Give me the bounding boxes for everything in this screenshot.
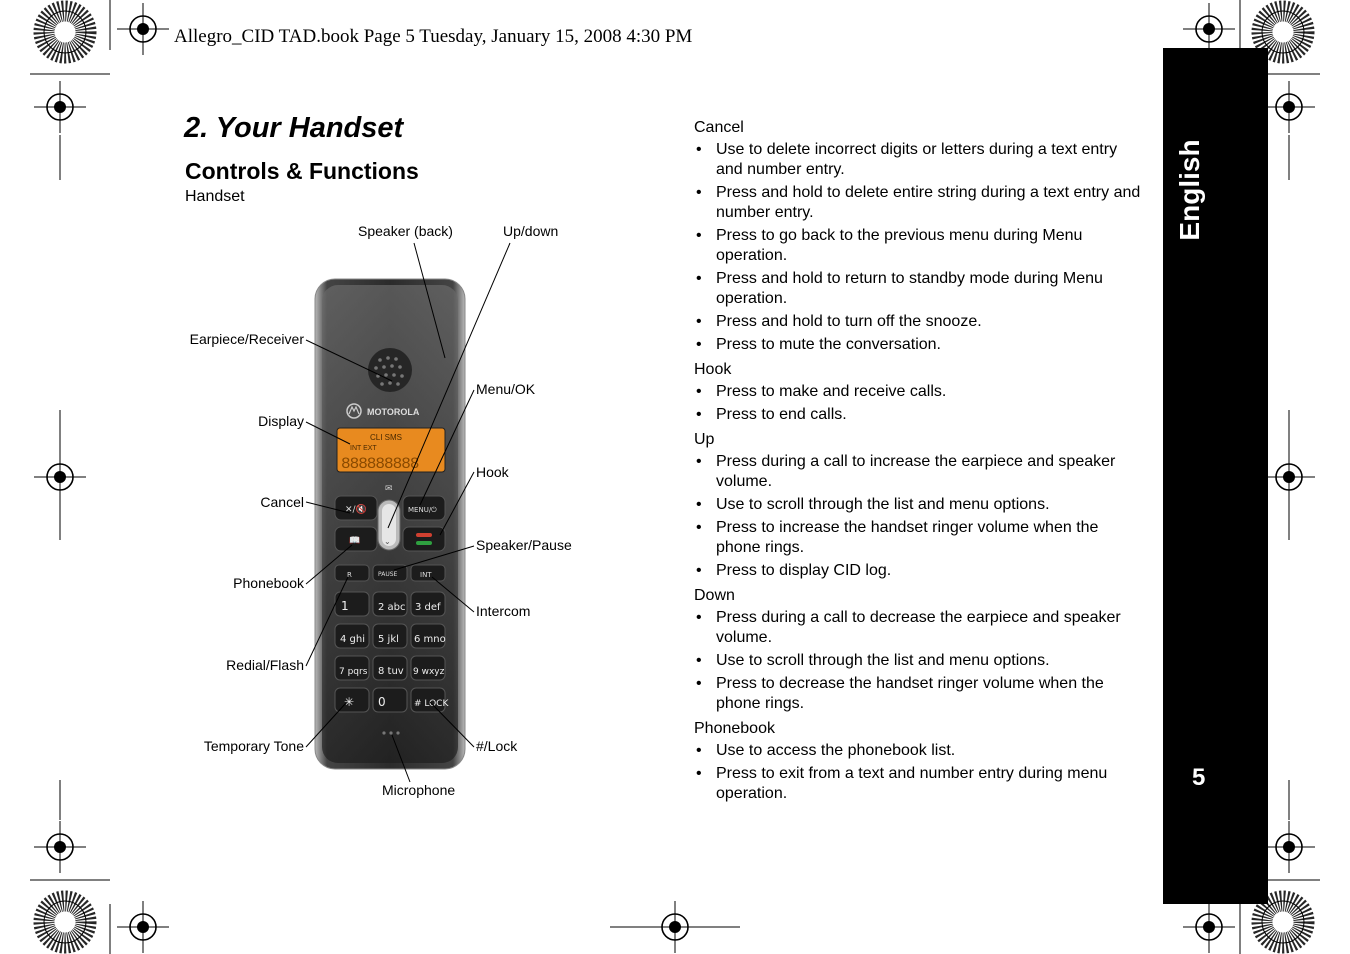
- microphone-icon: [382, 731, 399, 734]
- key-4[interactable]: [335, 624, 369, 648]
- svg-text:3 def: 3 def: [415, 602, 441, 613]
- callout-microphone: Microphone: [382, 782, 456, 798]
- key-7[interactable]: [335, 656, 369, 680]
- list-item: • Press to increase the handset ringer volume when the phone rings.: [694, 518, 1144, 558]
- list-item: • Press to end calls.: [694, 405, 1144, 425]
- callout-earpiece: Earpiece/Receiver: [189, 331, 304, 347]
- phone-red-icon: [416, 533, 432, 537]
- svg-text:INT: INT: [420, 571, 432, 579]
- list-item: • Press during a call to increase the earpiece and speaker volume.: [694, 452, 1144, 492]
- section-heading: Controls & Functions: [185, 158, 419, 184]
- chevron-down-icon: ⌄: [384, 537, 391, 546]
- list-item: • Press during a call to decrease the earpiece and speaker volume.: [694, 608, 1144, 648]
- svg-text:6 mno: 6 mno: [414, 634, 446, 645]
- callout-temporary-tone: Temporary Tone: [203, 738, 304, 754]
- list-item: • Use to delete incorrect digits or letters during a text entry and number entry.: [694, 140, 1144, 180]
- list-item: • Press to go back to the previous menu during Menu operation.: [694, 226, 1144, 266]
- section-cancel: [694, 116, 1144, 355]
- callout-hash-lock: #/Lock: [476, 738, 518, 754]
- phone-green-icon: [416, 541, 432, 545]
- list-item: • Use to scroll through the list and menu options.: [694, 495, 1144, 515]
- section-hook: [694, 358, 1144, 425]
- function-descriptions: [694, 116, 1144, 807]
- list-item: • Press and hold to delete entire string during a text entry and number entry.: [694, 183, 1144, 223]
- section-phonebook: [694, 717, 1144, 804]
- svg-text:7 pqrs: 7 pqrs: [339, 667, 368, 677]
- lcd-row2: INT EXT: [350, 445, 377, 452]
- callout-hook: Hook: [476, 464, 509, 480]
- svg-text:5 jkl: 5 jkl: [378, 634, 399, 645]
- envelope-icon: ✉: [385, 484, 393, 494]
- svg-text:✳: ✳: [344, 695, 355, 709]
- key-6[interactable]: [411, 624, 446, 648]
- hook-key[interactable]: [403, 527, 445, 551]
- callout-phonebook: Phonebook: [233, 575, 304, 591]
- page-number: 5: [1192, 764, 1206, 791]
- list-item: • Press to make and receive calls.: [694, 382, 1144, 402]
- list-item: • Press to display CID log.: [694, 561, 1144, 581]
- page-title: 2. Your Handset: [184, 112, 404, 144]
- key-2[interactable]: [373, 592, 407, 616]
- list-item: • Press and hold to return to standby mode during Menu operation.: [694, 269, 1144, 309]
- callout-cancel: Cancel: [260, 494, 304, 510]
- language-tab: [1163, 140, 1218, 270]
- lcd-digits: 888888888: [341, 455, 419, 473]
- list-item: • Press to exit from a text and number entry during menu operation.: [694, 764, 1144, 804]
- list-item: • Press and hold to turn off the snooze.: [694, 312, 1144, 332]
- svg-text:MENU/⏻: MENU/⏻: [408, 506, 437, 514]
- callout-display: Display: [258, 413, 304, 429]
- menu-ok-key[interactable]: [403, 496, 445, 520]
- brand-text: MOTOROLA: [367, 407, 420, 417]
- language-label: English: [1174, 139, 1205, 241]
- key-8[interactable]: [373, 656, 407, 680]
- svg-text:2 abc: 2 abc: [378, 602, 406, 613]
- section-down: [694, 584, 1144, 714]
- svg-text:PAUSE: PAUSE: [378, 571, 398, 578]
- lcd-row1: CLI SMS: [370, 433, 403, 442]
- list-item: • Press to mute the conversation.: [694, 335, 1144, 355]
- redial-flash-key[interactable]: [335, 565, 369, 581]
- callout-speaker-back: Speaker (back): [358, 223, 453, 239]
- list-item: • Press to decrease the handset ringer volume when the phone rings.: [694, 674, 1144, 714]
- callout-redial-flash: Redial/Flash: [226, 657, 304, 673]
- section-up: [694, 428, 1144, 581]
- svg-text:# LOCK: # LOCK: [414, 699, 449, 709]
- list-item: • Use to access the phonebook list.: [694, 741, 1144, 761]
- svg-text:9 wxyz: 9 wxyz: [413, 667, 445, 677]
- key-1[interactable]: [335, 592, 369, 616]
- section-title: Phonebook: [694, 720, 775, 737]
- svg-text:✕/🔇: ✕/🔇: [345, 505, 367, 515]
- key-9[interactable]: [411, 656, 445, 680]
- section-title: Cancel: [694, 119, 744, 136]
- cancel-key[interactable]: [335, 496, 377, 520]
- earpiece-icon: [368, 348, 412, 392]
- key-0[interactable]: [373, 688, 407, 712]
- key-3[interactable]: [411, 592, 445, 616]
- key-star[interactable]: [335, 688, 369, 712]
- section-title: Down: [694, 587, 735, 604]
- phonebook-key[interactable]: [335, 527, 377, 551]
- intercom-key[interactable]: [411, 565, 445, 581]
- section-title: Hook: [694, 361, 732, 378]
- callout-up-down: Up/down: [503, 223, 559, 239]
- key-5[interactable]: [373, 624, 407, 648]
- svg-text:0: 0: [378, 695, 386, 709]
- list-item: • Use to scroll through the list and menu options.: [694, 651, 1144, 671]
- section-title: Up: [694, 431, 715, 448]
- callout-intercom: Intercom: [476, 603, 531, 619]
- svg-text:8 tuv: 8 tuv: [378, 666, 404, 677]
- handset-caption: Handset: [185, 188, 245, 205]
- print-header: Allegro_CID TAD.book Page 5 Tuesday, January 15, 2008 4:30 PM: [174, 26, 693, 47]
- svg-text:4 ghi: 4 ghi: [340, 634, 366, 645]
- key-hash[interactable]: [411, 688, 449, 712]
- callout-menu-ok: Menu/OK: [476, 381, 536, 397]
- svg-text:📖: 📖: [349, 536, 361, 546]
- svg-text:R: R: [347, 571, 352, 579]
- callout-speaker-pause: Speaker/Pause: [476, 537, 572, 553]
- svg-text:1: 1: [341, 599, 349, 613]
